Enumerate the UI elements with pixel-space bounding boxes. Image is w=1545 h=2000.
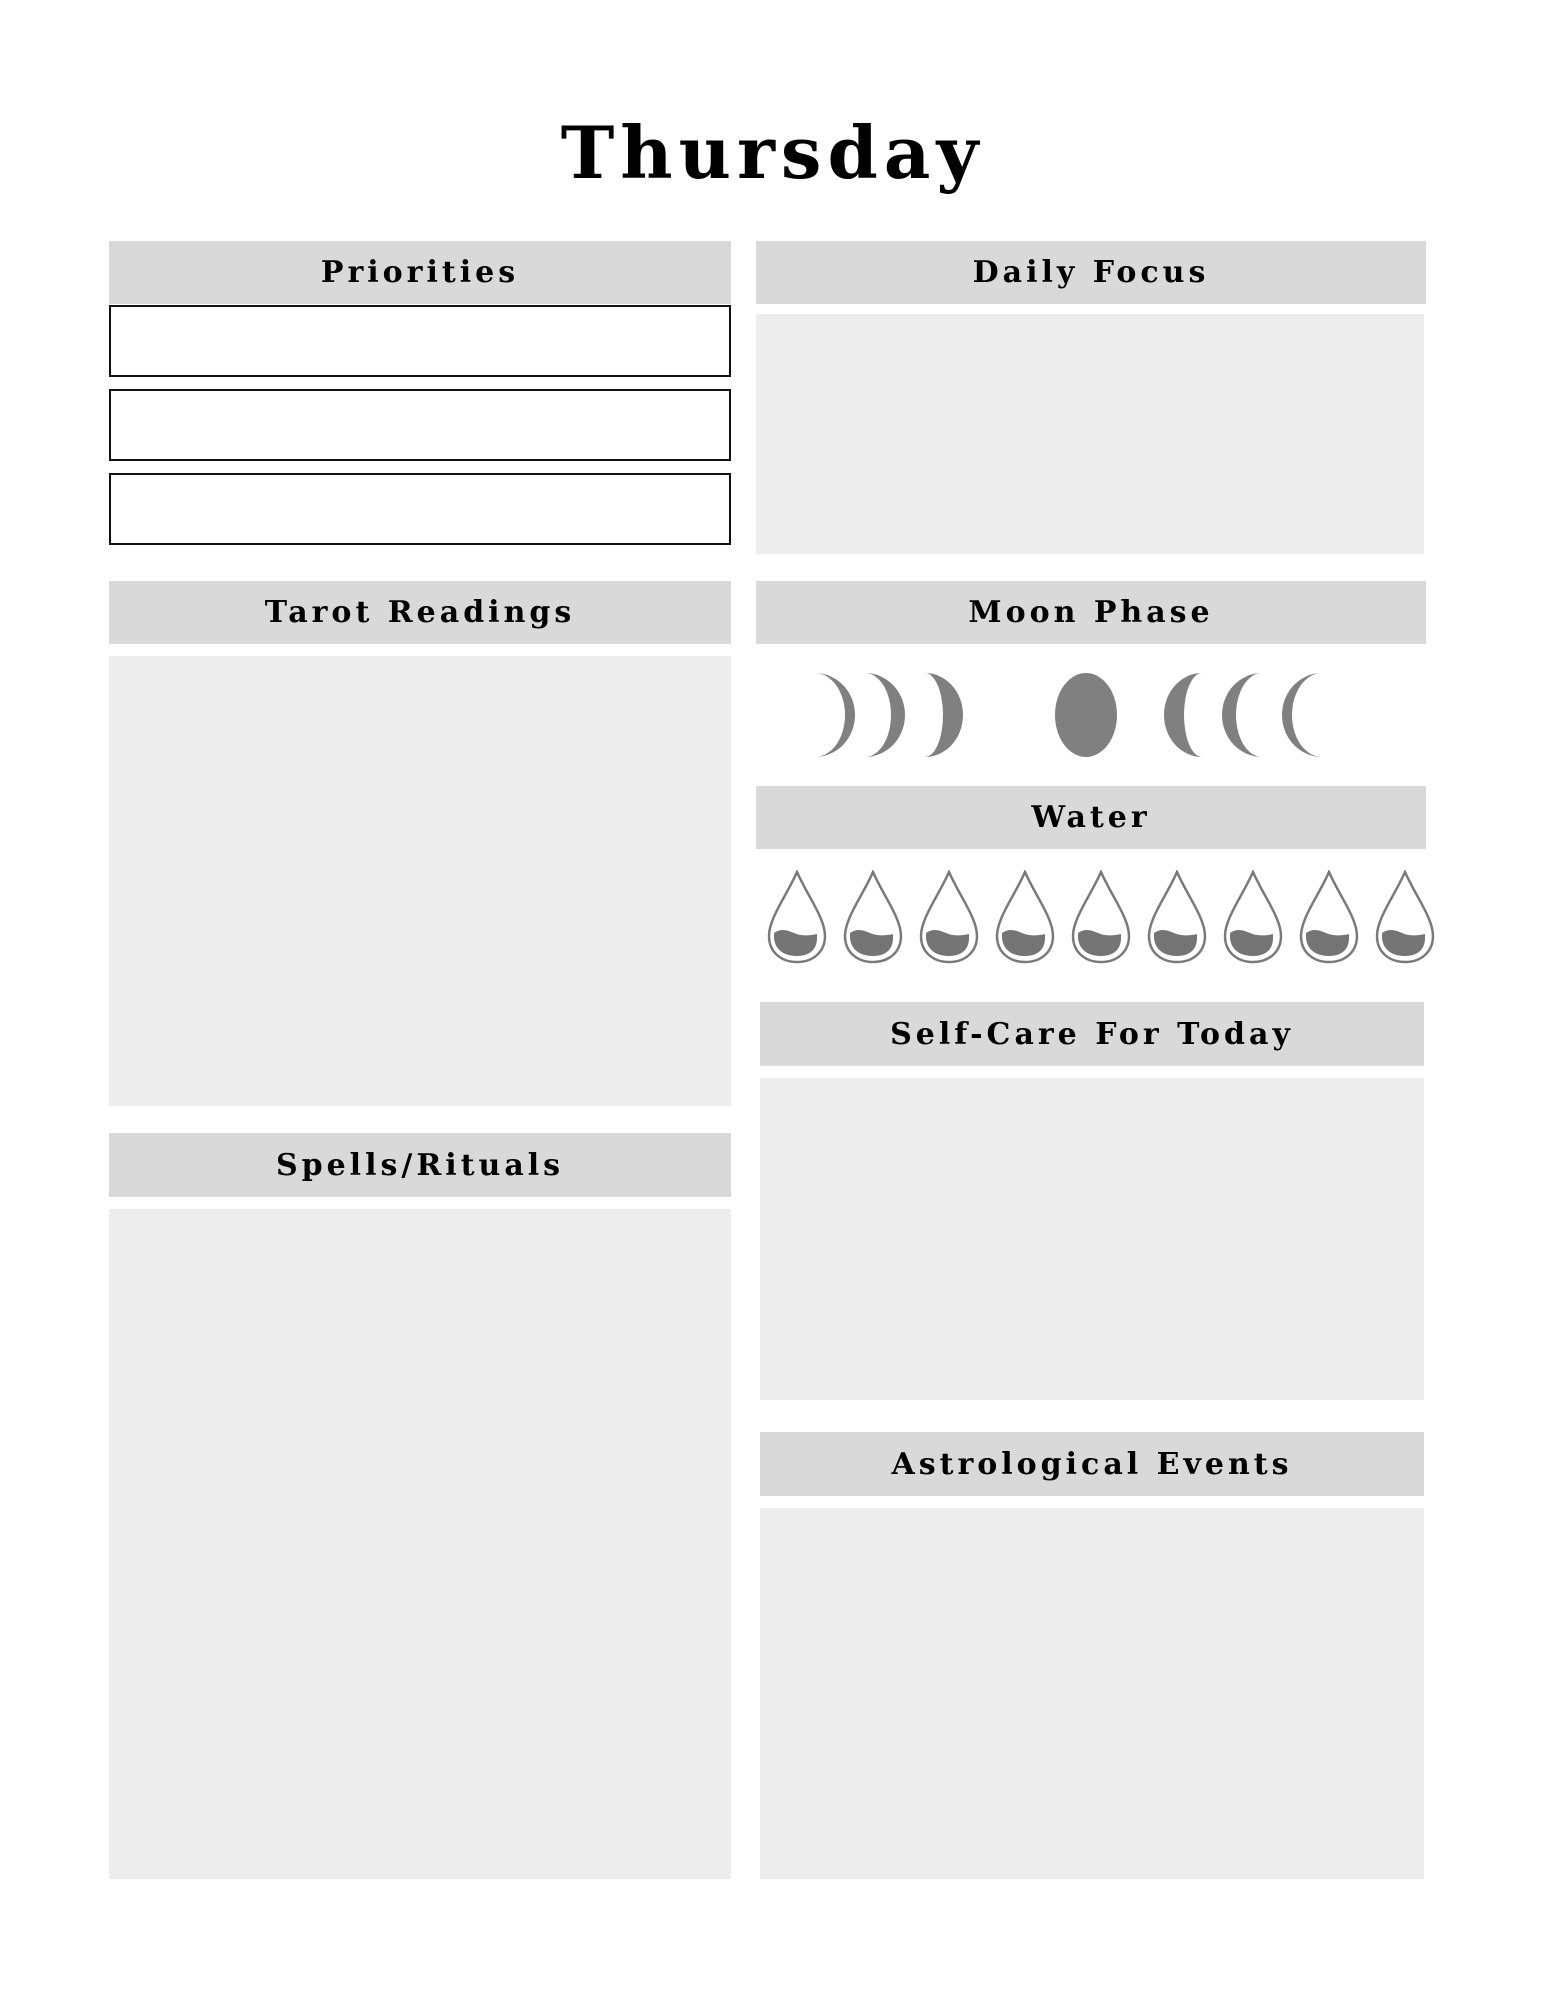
self-care-box[interactable] <box>760 1078 1424 1400</box>
astrological-events-label: Astrological Events <box>891 1446 1293 1482</box>
waning-gibbous-icon <box>925 673 963 757</box>
astrological-events-box[interactable] <box>760 1508 1424 1879</box>
priority-box-1[interactable] <box>109 305 731 377</box>
moon-phase-label: Moon Phase <box>968 595 1214 630</box>
water-drop-icon[interactable] <box>997 872 1053 962</box>
water-drops-icon <box>767 870 1447 965</box>
priority-box-3[interactable] <box>109 473 731 545</box>
self-care-label: Self-Care For Today <box>890 1016 1294 1052</box>
moon-phase-row <box>800 673 1545 758</box>
waning-crescent-icon <box>815 673 855 757</box>
moon-phases-icon <box>800 673 1545 758</box>
tarot-readings-label: Tarot Readings <box>264 595 576 630</box>
tarot-readings-header <box>109 581 731 644</box>
water-drop-icon[interactable] <box>769 872 825 962</box>
tarot-readings-box[interactable] <box>109 656 731 1106</box>
water-drop-icon[interactable] <box>1377 872 1433 962</box>
self-care-header <box>760 1002 1424 1066</box>
priorities-label: Priorities <box>320 255 520 290</box>
priorities-header <box>109 241 731 304</box>
waning-crescent-thick-icon <box>865 673 905 757</box>
daily-focus-header <box>756 241 1426 304</box>
daily-focus-box[interactable] <box>756 314 1424 554</box>
page-title: Thursday <box>560 110 985 195</box>
full-moon-icon <box>1055 673 1117 757</box>
waxing-crescent-icon <box>1282 673 1322 757</box>
spells-rituals-header <box>109 1133 731 1197</box>
priority-box-2[interactable] <box>109 389 731 461</box>
waxing-gibbous-icon <box>1164 673 1202 757</box>
water-drop-icon[interactable] <box>1073 872 1129 962</box>
water-drop-icon[interactable] <box>845 872 901 962</box>
spells-rituals-label: Spells/Rituals <box>275 1147 565 1183</box>
water-drop-icon[interactable] <box>1225 872 1281 962</box>
water-drop-icon[interactable] <box>1149 872 1205 962</box>
moon-phase-header <box>756 581 1426 644</box>
spells-rituals-box[interactable] <box>109 1209 731 1879</box>
water-drop-icon[interactable] <box>1301 872 1357 962</box>
water-drop-row <box>767 870 1447 965</box>
astrological-events-header <box>760 1432 1424 1496</box>
water-label: Water <box>1031 800 1151 835</box>
water-drop-icon[interactable] <box>921 872 977 962</box>
daily-focus-label: Daily Focus <box>972 255 1210 290</box>
waxing-crescent-thick-icon <box>1222 673 1262 757</box>
water-header <box>756 786 1426 849</box>
